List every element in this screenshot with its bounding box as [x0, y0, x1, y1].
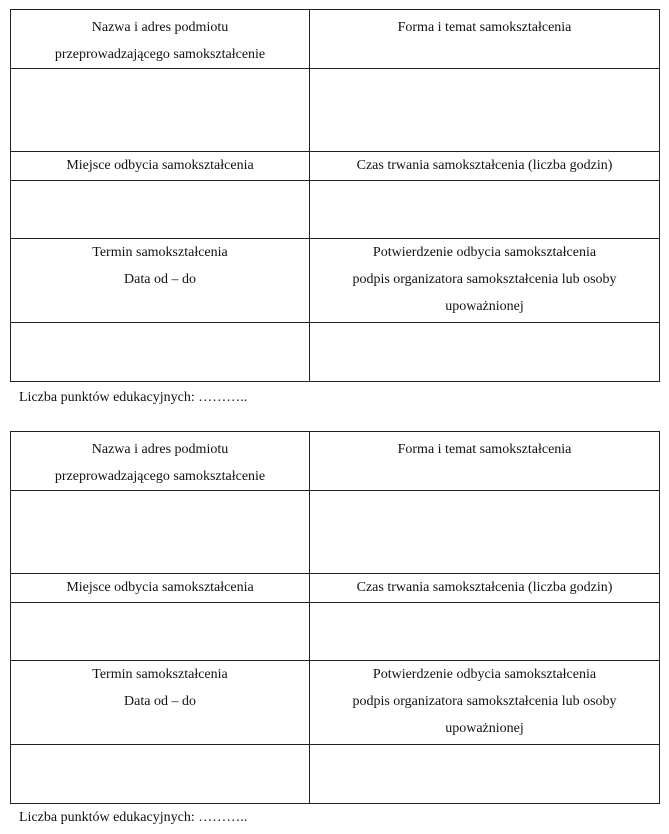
- place-field[interactable]: [11, 181, 310, 239]
- entity-name-address-header: [11, 10, 310, 69]
- form-topic-header-text: Forma i temat samokształcenia: [397, 442, 572, 457]
- duration-header: [310, 574, 660, 603]
- duration-header: [310, 152, 660, 181]
- confirmation-header-line-1: Potwierdzenie odbycia samokształcenia: [372, 667, 597, 682]
- self-education-form-table-1: [10, 9, 660, 382]
- form-topic-header-text: Forma i temat samokształcenia: [397, 20, 572, 35]
- confirmation-header: [310, 661, 660, 745]
- entity-header-line-1: Nazwa i adres podmiotu: [91, 20, 229, 35]
- form-topic-field[interactable]: [310, 491, 660, 574]
- term-header-line-2: Data od – do: [124, 272, 196, 287]
- term-field[interactable]: [11, 745, 310, 804]
- entity-name-address-field[interactable]: [11, 491, 310, 574]
- confirmation-header-line-2: podpis organizatora samokształcenia lub osoby: [352, 694, 617, 709]
- place-header: [11, 152, 310, 181]
- entity-header-line-1: Nazwa i adres podmiotu: [91, 442, 229, 457]
- term-header: [11, 239, 310, 323]
- confirmation-header-line-1: Potwierdzenie odbycia samokształcenia: [372, 245, 597, 260]
- place-header: [11, 574, 310, 603]
- place-header-text: Miejsce odbycia samokształcenia: [66, 580, 254, 595]
- entity-header-line-2: przeprowadzającego samokształcenie: [54, 469, 266, 484]
- duration-header-text: Czas trwania samokształcenia (liczba godzin): [356, 158, 613, 173]
- duration-field[interactable]: [310, 603, 660, 661]
- place-header-text: Miejsce odbycia samokształcenia: [66, 158, 254, 173]
- confirmation-signature-field[interactable]: [310, 323, 660, 382]
- form-topic-header: [310, 432, 660, 491]
- confirmation-signature-field[interactable]: [310, 745, 660, 804]
- confirmation-header: [310, 239, 660, 323]
- term-header-line-1: Termin samokształcenia: [92, 667, 228, 682]
- duration-header-text: Czas trwania samokształcenia (liczba godzin): [356, 580, 613, 595]
- education-points-label: Liczba punktów edukacyjnych: ………..: [19, 810, 248, 825]
- term-field[interactable]: [11, 323, 310, 382]
- place-field[interactable]: [11, 603, 310, 661]
- term-header-line-2: Data od – do: [124, 694, 196, 709]
- entity-header-line-2: przeprowadzającego samokształcenie: [54, 47, 266, 62]
- entity-name-address-header: [11, 432, 310, 491]
- form-topic-header: [310, 10, 660, 69]
- confirmation-header-line-3: upoważnionej: [445, 299, 524, 314]
- term-header: [11, 661, 310, 745]
- entity-name-address-field[interactable]: [11, 69, 310, 152]
- duration-field[interactable]: [310, 181, 660, 239]
- education-points-label: Liczba punktów edukacyjnych: ………..: [19, 390, 248, 405]
- self-education-form-table-2: [10, 431, 660, 804]
- confirmation-header-line-2: podpis organizatora samokształcenia lub osoby: [352, 272, 617, 287]
- confirmation-header-line-3: upoważnionej: [445, 721, 524, 736]
- term-header-line-1: Termin samokształcenia: [92, 245, 228, 260]
- form-topic-field[interactable]: [310, 69, 660, 152]
